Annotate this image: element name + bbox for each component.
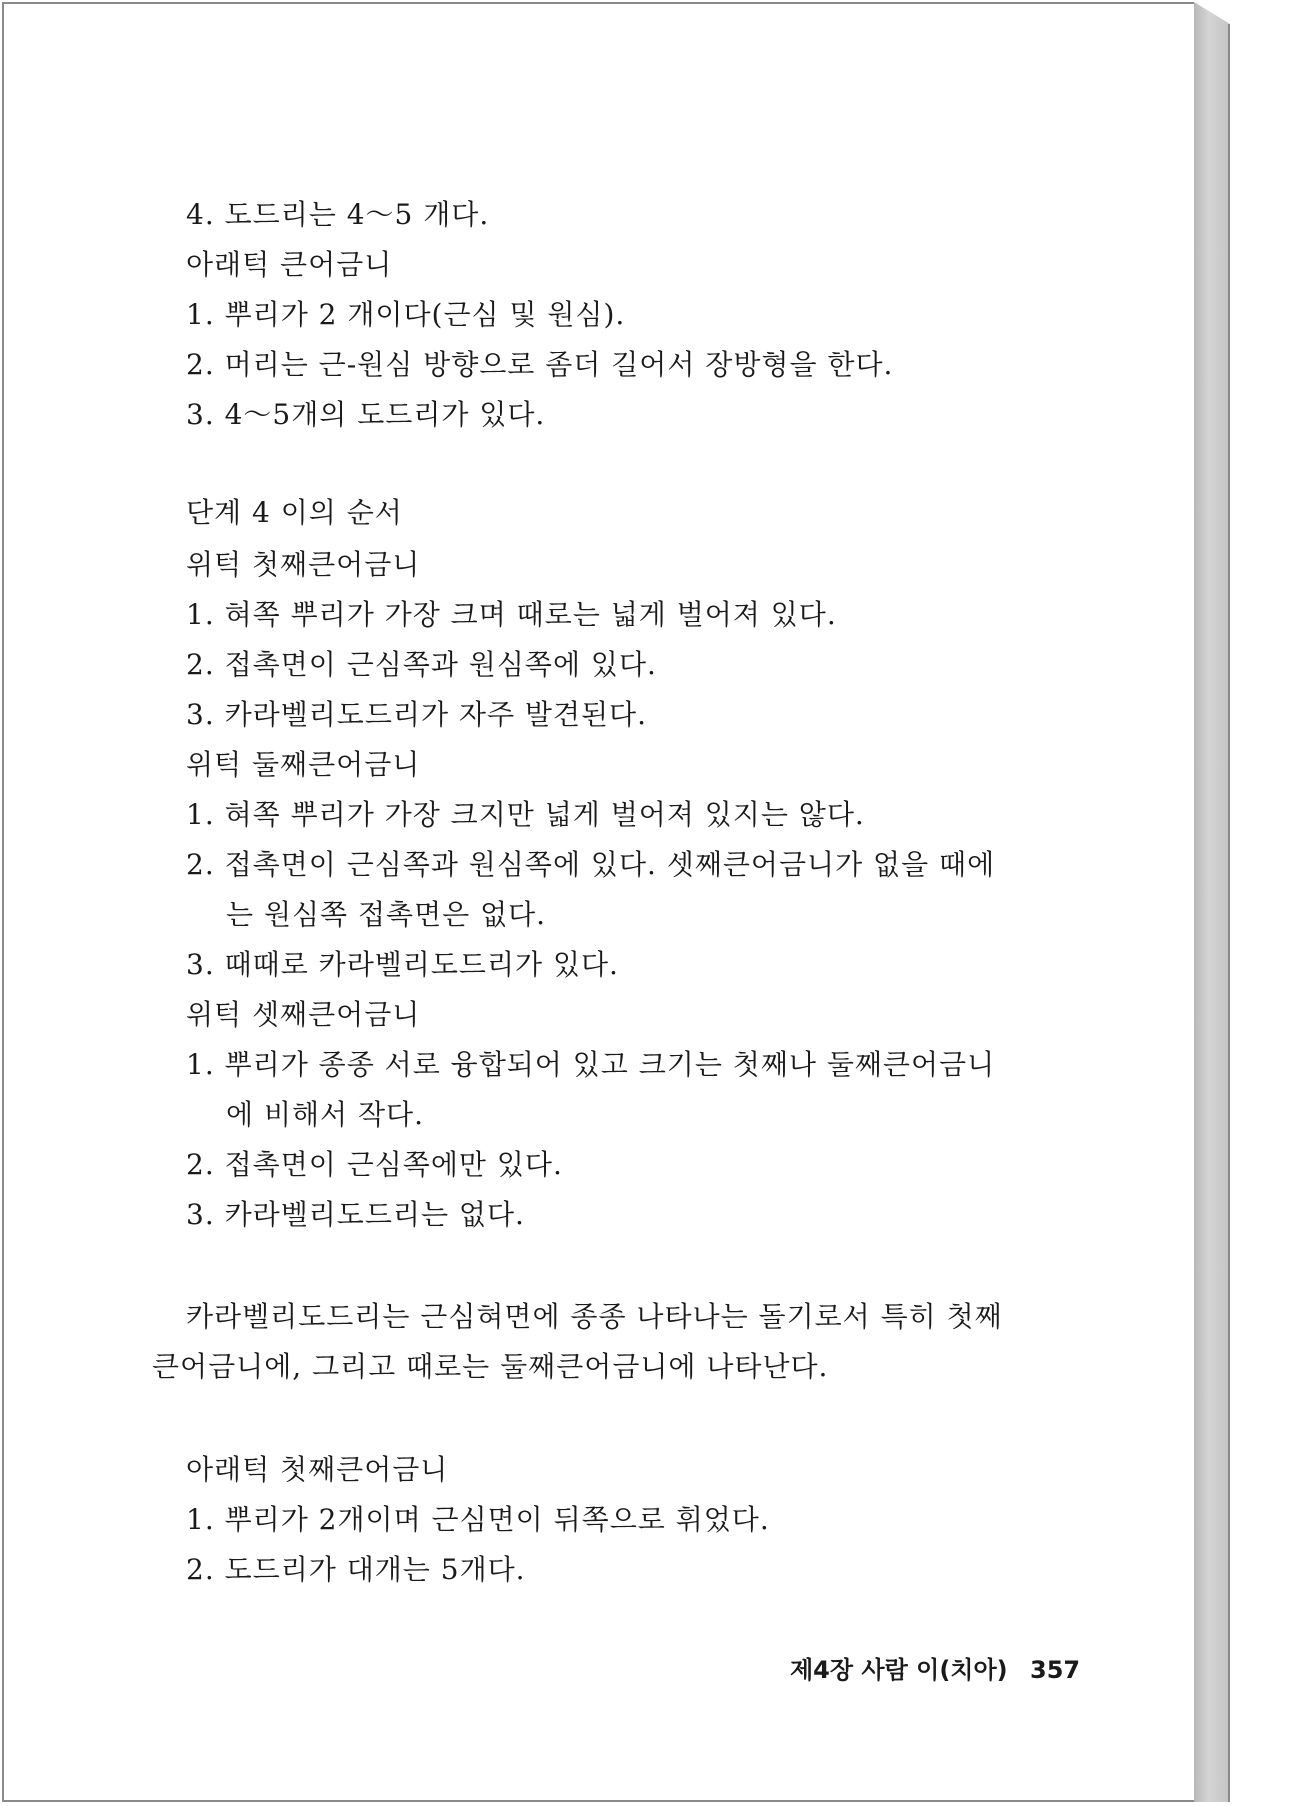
text-line: 2. 접촉면이 근심쪽에만 있다. bbox=[186, 1148, 563, 1181]
subheading: 위턱 첫째큰어금니 bbox=[186, 548, 421, 581]
section-heading: 단계 4 이의 순서 bbox=[186, 496, 403, 529]
subheading: 위턱 셋째큰어금니 bbox=[186, 998, 421, 1031]
subheading: 아래턱 큰어금니 bbox=[186, 248, 393, 281]
text-line: 1. 뿌리가 2 개이다(근심 및 원심). bbox=[186, 298, 626, 331]
text-line: 는 원심쪽 접촉면은 없다. bbox=[226, 898, 547, 931]
text-line: 3. 때때로 카라벨리도드리가 있다. bbox=[186, 948, 619, 981]
text-line: 2. 도드리가 대개는 5개다. bbox=[186, 1553, 526, 1586]
text-line: 4. 도드리는 4～5 개다. bbox=[186, 198, 490, 231]
text-line: 2. 접촉면이 근심쪽과 원심쪽에 있다. bbox=[186, 648, 657, 681]
running-footer bbox=[790, 1650, 1080, 1685]
text-line: 3. 4～5개의 도드리가 있다. bbox=[186, 398, 546, 431]
subheading: 위턱 둘째큰어금니 bbox=[186, 748, 421, 781]
paragraph-line: 큰어금니에, 그리고 때로는 둘째큰어금니에 나타난다. bbox=[152, 1350, 829, 1383]
page-number: 357 bbox=[1030, 1656, 1081, 1684]
text-line: 2. 머리는 근-원심 방향으로 좀더 길어서 장방형을 한다. bbox=[186, 348, 894, 381]
text-line: 에 비해서 작다. bbox=[226, 1098, 424, 1131]
text-line: 2. 접촉면이 근심쪽과 원심쪽에 있다. 셋째큰어금니가 없을 때에 bbox=[186, 848, 996, 881]
text-line: 3. 카라벨리도드리는 없다. bbox=[186, 1198, 525, 1231]
subheading: 아래턱 첫째큰어금니 bbox=[186, 1453, 449, 1486]
text-line: 1. 혀쪽 뿌리가 가장 크지만 넓게 벌어져 있지는 않다. bbox=[186, 798, 865, 831]
paragraph-line: 카라벨리도드리는 근심혀면에 종종 나타나는 돌기로서 특히 첫째 bbox=[186, 1300, 1003, 1333]
text-line: 1. 혀쪽 뿌리가 가장 크며 때로는 넓게 벌어져 있다. bbox=[186, 598, 837, 631]
page-stack-edge bbox=[1194, 2, 1230, 1802]
chapter-title: 제4장 사람 이(치아) bbox=[790, 1656, 1008, 1684]
text-line: 1. 뿌리가 2개이며 근심면이 뒤쪽으로 휘었다. bbox=[186, 1503, 770, 1536]
text-line: 3. 카라벨리도드리가 자주 발견된다. bbox=[186, 698, 647, 731]
text-line: 1. 뿌리가 종종 서로 융합되어 있고 크기는 첫째나 둘째큰어금니 bbox=[186, 1048, 996, 1081]
page-edge-border bbox=[1228, 24, 1230, 1802]
